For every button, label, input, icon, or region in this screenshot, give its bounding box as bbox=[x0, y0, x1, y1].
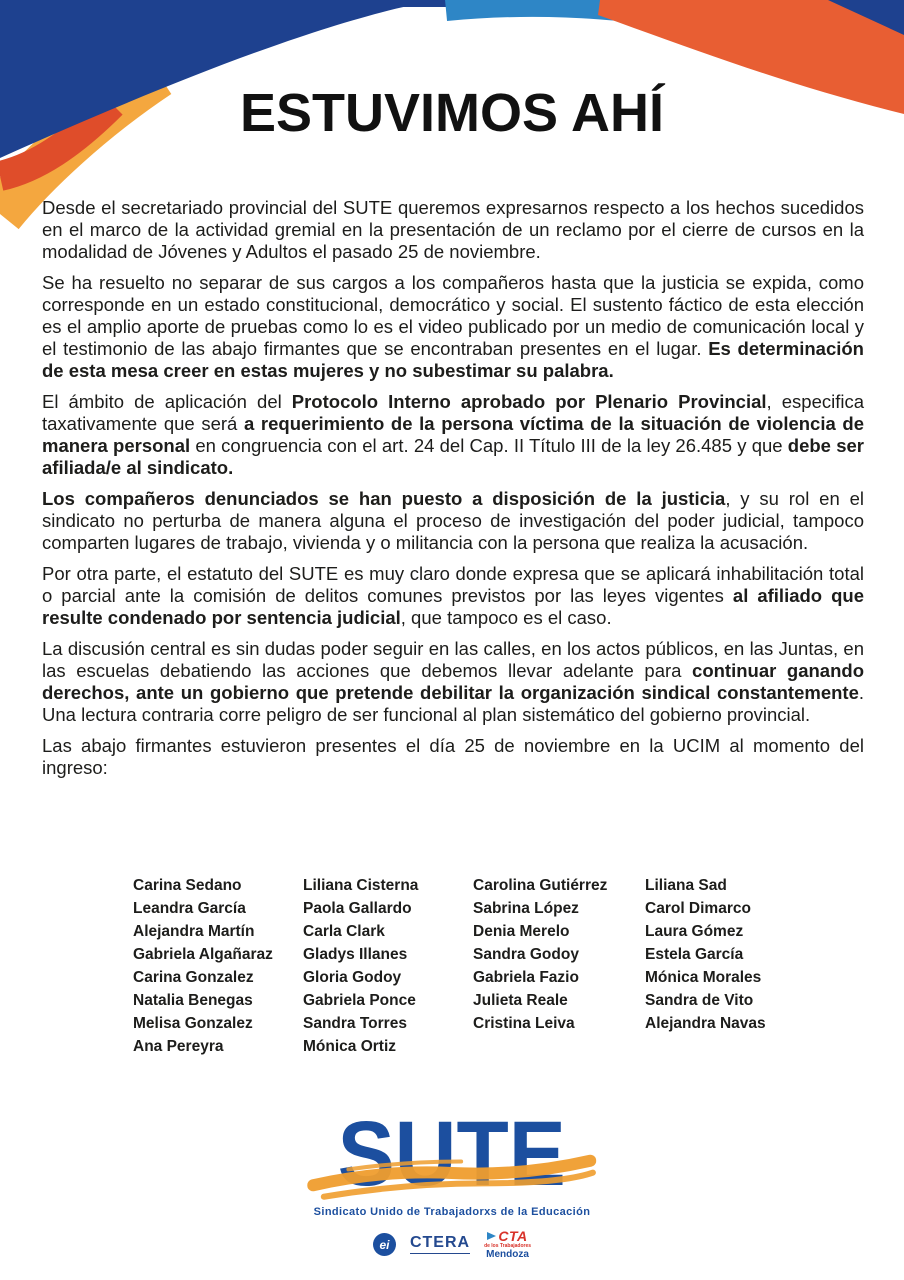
text-run: Desde el secretariado provincial del SUTE queremos expresarnos respecto a los hechos sucedidos en el marco de la actividad gremial en la presentación de un reclamo por el cierre de cursos en la modalidad de Jóvenes y Adultos el pasado 25 de noviembre. bbox=[42, 197, 864, 262]
cta-flag-icon bbox=[487, 1232, 496, 1240]
bold-text-run: Protocolo Interno aprobado por Plenario Provincial bbox=[291, 391, 767, 412]
cta-logo-text: CTA bbox=[498, 1228, 528, 1244]
signatory-name: Paola Gallardo bbox=[303, 900, 412, 917]
text-run: , especifica taxativamente que será bbox=[42, 391, 865, 434]
statement-body bbox=[42, 197, 864, 788]
signatory-name: Carina Gonzalez bbox=[133, 969, 254, 986]
signatory-name: Sandra de Vito bbox=[645, 992, 754, 1009]
signatory-name: Gabriela Ponce bbox=[303, 992, 416, 1009]
text-run: , y su rol en el sindicato no perturba de manera alguna el proceso de investigación del poder judicial, tampoco comparten lugares de trabajo, vivienda y o militancia con la persona que realiza la acusación. bbox=[42, 488, 864, 553]
signatory-name: Gladys Illanes bbox=[303, 946, 408, 963]
signatory-name: Gabriela Algañaraz bbox=[133, 946, 273, 963]
footer bbox=[0, 1103, 904, 1205]
signatory-column bbox=[133, 874, 303, 1058]
statement-paragraph bbox=[42, 638, 864, 726]
statement-paragraph bbox=[42, 735, 864, 779]
signatories-grid bbox=[133, 874, 884, 1058]
signatory-name: Sandra Godoy bbox=[473, 946, 579, 963]
signatory-name: Julieta Reale bbox=[473, 992, 568, 1009]
text-run: Se ha resuelto no separar de sus cargos a los compañeros hasta que la justicia se expida, como corresponde en un estado constitucional, democrático y social. El sustento fáctico de esta elección es el amplio aporte de pruebas como lo es el video publicado por un medio de comunicación local y el testimonio de las abajo firmantes que se encontraban presentes en el lugar. bbox=[42, 272, 864, 359]
cta-logo-top bbox=[487, 1229, 527, 1243]
signatory-column bbox=[645, 874, 835, 1058]
signatory-name: Estela García bbox=[645, 946, 744, 963]
signatory-name: Carol Dimarco bbox=[645, 900, 751, 917]
education-international-icon: ei bbox=[373, 1233, 396, 1256]
sute-logo-text: SUTE bbox=[337, 1103, 567, 1205]
signatory-name: Denia Merelo bbox=[473, 923, 570, 940]
signatory-column bbox=[473, 874, 645, 1058]
bold-text-run: a requerimiento de la persona víctima de la situación de violencia de manera personal bbox=[42, 413, 865, 456]
signatory-name: Liliana Cisterna bbox=[303, 877, 419, 894]
signatory-column bbox=[303, 874, 473, 1058]
signatory-name: Sabrina López bbox=[473, 900, 579, 917]
signatory-name: Leandra García bbox=[133, 900, 246, 917]
cta-logo-region: Mendoza bbox=[486, 1249, 529, 1260]
bold-text-run: Los compañeros denunciados se han puesto a disposición de la justicia bbox=[42, 488, 726, 509]
statement-paragraph bbox=[42, 197, 864, 263]
statement-paragraph bbox=[42, 488, 864, 554]
signatory-name: Gloria Godoy bbox=[303, 969, 402, 986]
text-run: . Una lectura contraria corre peligro de ser funcional al plan sistemático del gobierno provincial. bbox=[42, 682, 864, 725]
signatory-name: Mónica Morales bbox=[645, 969, 762, 986]
page-title: ESTUVIMOS AHÍ bbox=[239, 83, 665, 143]
signatory-name: Cristina Leiva bbox=[473, 1015, 575, 1032]
signatory-name: Carina Sedano bbox=[133, 877, 242, 894]
signatory-name: Alejandra Navas bbox=[645, 1015, 766, 1032]
bold-text-run: al afiliado que resulte condenado por sentencia judicial bbox=[42, 585, 864, 628]
bold-text-run: debe ser afiliada/e al sindicato. bbox=[42, 435, 864, 478]
text-run: El ámbito de aplicación del bbox=[42, 391, 292, 412]
partner-logos bbox=[0, 1229, 904, 1260]
signatory-name: Natalia Benegas bbox=[133, 992, 253, 1009]
sute-logo bbox=[329, 1103, 574, 1205]
signatory-name: Gabriela Fazio bbox=[473, 969, 579, 986]
signatory-name: Carla Clark bbox=[303, 923, 385, 940]
statement-paragraph bbox=[42, 563, 864, 629]
text-run: Las abajo firmantes estuvieron presentes el día 25 de noviembre en la UCIM al momento del ingreso: bbox=[42, 735, 864, 778]
cta-mendoza-logo bbox=[484, 1229, 531, 1260]
statement-paragraph bbox=[42, 272, 864, 382]
text-run: Por otra parte, el estatuto del SUTE es muy claro donde expresa que se aplicará inhabilitación total o parcial ante la comisión de delitos comunes previstos por las leyes vigentes bbox=[42, 563, 864, 606]
signatory-name: Laura Gómez bbox=[645, 923, 744, 940]
bold-text-run: Es determinación de esta mesa creer en estas mujeres y no subestimar su palabra. bbox=[42, 338, 864, 381]
statement-paragraph bbox=[42, 391, 864, 479]
sute-logo-subtitle: Sindicato Unido de Trabajadorxs de la Educación bbox=[313, 1206, 591, 1218]
bold-text-run: continuar ganando derechos, ante un gobierno que pretende debilitar la organización sindical constantemente bbox=[42, 660, 865, 703]
text-run: La discusión central es sin dudas poder seguir en las calles, en los actos públicos, en las Juntas, en las escuelas debatiendo las acciones que debemos llevar adelante para bbox=[42, 638, 864, 681]
signatory-name: Carolina Gutiérrez bbox=[473, 877, 608, 894]
signatory-name: Alejandra Martín bbox=[133, 923, 255, 940]
signatory-name: Ana Pereyra bbox=[133, 1038, 224, 1055]
signatory-name: Sandra Torres bbox=[303, 1015, 407, 1032]
signatory-name: Mónica Ortiz bbox=[303, 1038, 397, 1055]
ctera-logo: CTERA bbox=[410, 1235, 470, 1254]
text-run: en congruencia con el art. 24 del Cap. II Título III de la ley 26.485 y que bbox=[190, 435, 788, 456]
text-run: , que tampoco es el caso. bbox=[400, 607, 612, 628]
signatory-name: Melisa Gonzalez bbox=[133, 1015, 253, 1032]
signatory-name: Liliana Sad bbox=[645, 877, 727, 894]
cta-logo-subtext: de los Trabajadores bbox=[484, 1243, 532, 1249]
